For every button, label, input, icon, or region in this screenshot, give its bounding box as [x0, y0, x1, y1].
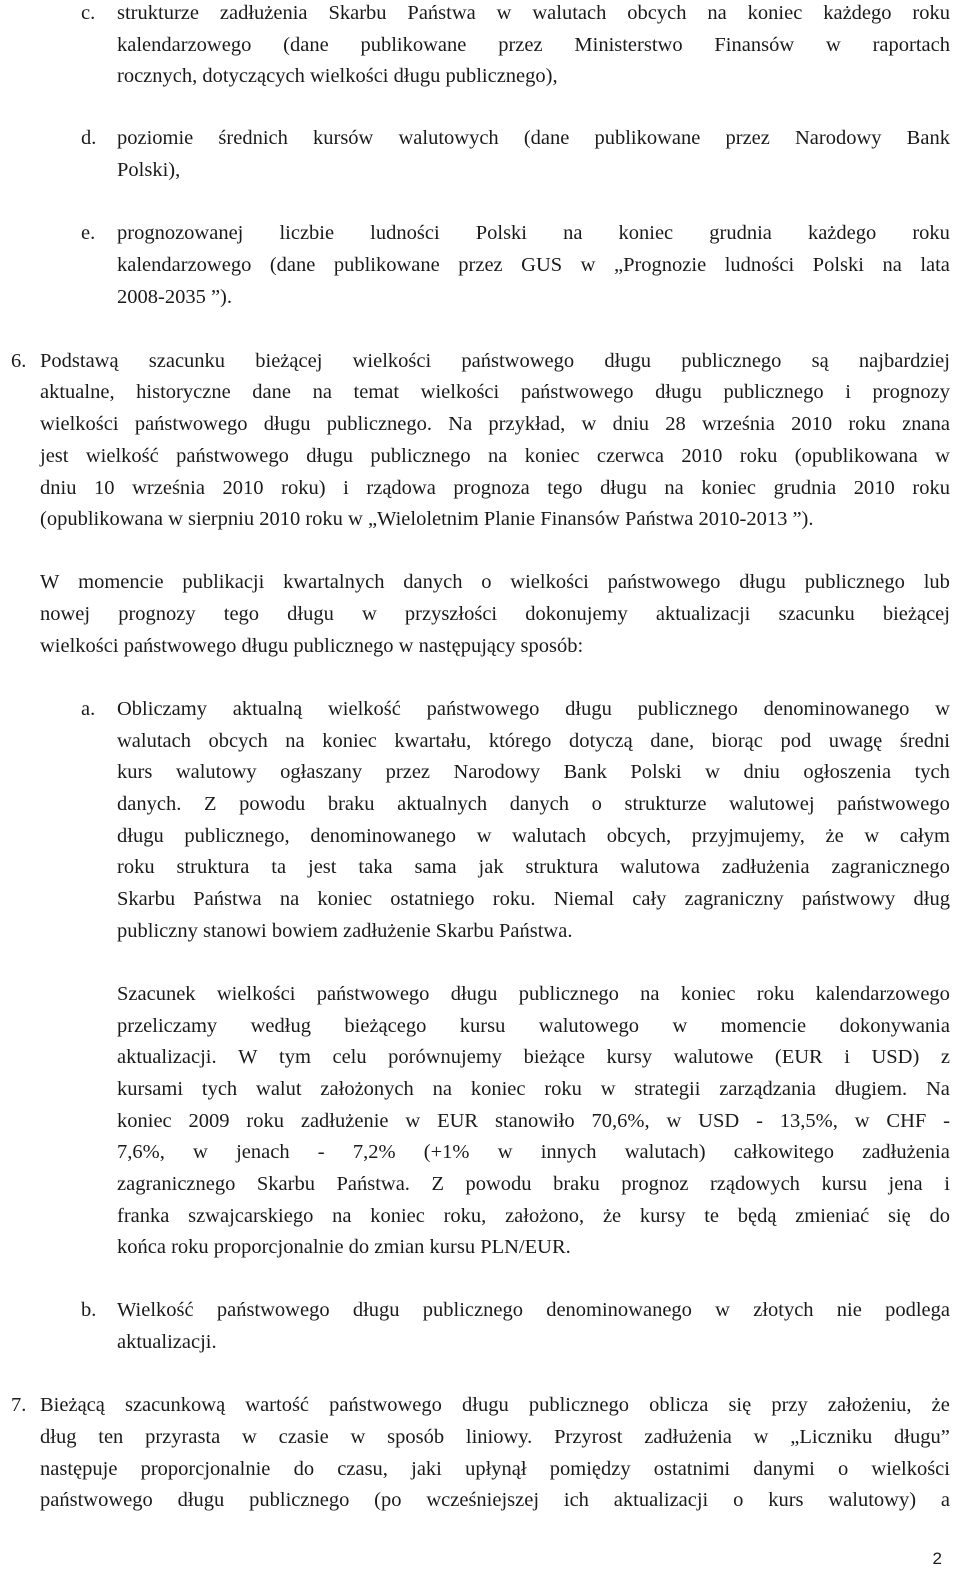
text-line: długu publicznego, denominowanego w walutach obcych, przyjmujemy, że w całym: [117, 825, 950, 847]
text-line: rocznych, dotyczących wielkości długu publicznego),: [117, 65, 558, 87]
text-line: kalendarzowego (dane publikowane przez Ministerstwo Finansów w raportach: [117, 34, 950, 56]
text-line: wielkości państwowego długu publicznego. Na przykład, w dniu 28 września 2010 roku znana: [40, 413, 950, 435]
text-line: Wielkość państwowego długu publicznego denominowanego w złotych nie podlega: [117, 1299, 950, 1321]
text-line: Polski),: [117, 159, 181, 181]
text-line: Bieżącą szacunkową wartość państwowego długu publicznego oblicza się przy założeniu, że: [40, 1394, 950, 1416]
text-line: walutach obcych na koniec kwartału, którego dotyczą dane, biorąc pod uwagę średni: [117, 730, 950, 752]
text-line: kurs walutowy ogłaszany przez Narodowy Bank Polski w dniu ogłoszenia tych: [117, 761, 950, 783]
item-number: 6.: [11, 350, 27, 372]
text-line: publiczny stanowi bowiem zadłużenie Skarbu Państwa.: [117, 920, 573, 942]
text-line: aktualne, historyczne dane na temat wielkości państwowego długu publicznego i prognozy: [40, 381, 950, 403]
text-line: nowej prognozy tego długu w przyszłości dokonujemy aktualizacji szacunku bieżącej: [40, 603, 950, 625]
page-number: 2: [932, 1549, 942, 1568]
text-line: kursami tych walut założonych na koniec roku w strategii zarządzania długiem. Na: [117, 1078, 950, 1100]
text-line: końca roku proporcjonalnie do zmian kursu PLN/EUR.: [117, 1236, 571, 1258]
text-line: roku struktura ta jest taka sama jak struktura walutowa zadłużenia zagranicznego: [117, 856, 950, 878]
text-line: aktualizacji. W tym celu porównujemy bieżące kursy walutowe (EUR i USD) z: [117, 1046, 950, 1068]
text-line: aktualizacji.: [117, 1331, 217, 1353]
text-line: Obliczamy aktualną wielkość państwowego długu publicznego denominowanego w: [117, 698, 950, 720]
text-line: koniec 2009 roku zadłużenie w EUR stanowiło 70,6%, w USD - 13,5%, w CHF -: [117, 1110, 950, 1132]
text-line: dług ten przyrasta w czasie w sposób liniowy. Przyrost zadłużenia w „Liczniku długu”: [40, 1426, 950, 1448]
text-line: kalendarzowego (dane publikowane przez GUS w „Prognozie ludności Polski na lata: [117, 254, 950, 276]
text-line: Podstawą szacunku bieżącej wielkości państwowego długu publicznego są najbardziej: [40, 350, 950, 372]
text-line: W momencie publikacji kwartalnych danych o wielkości państwowego długu publicznego lub: [40, 571, 950, 593]
text-line: zagranicznego Skarbu Państwa. Z powodu braku prognoz rządowych kursu jena i: [117, 1173, 950, 1195]
text-line: 7,6%, w jenach - 7,2% (+1% w innych walutach) całkowitego zadłużenia: [117, 1141, 950, 1163]
text-line: Skarbu Państwa na koniec ostatniego roku. Niemal cały zagraniczny państwowy dług: [117, 888, 950, 910]
text-line: poziomie średnich kursów walutowych (dane publikowane przez Narodowy Bank: [117, 127, 950, 149]
text-line: Szacunek wielkości państwowego długu publicznego na koniec roku kalendarzowego: [117, 983, 950, 1005]
text-line: następuje proporcjonalnie do czasu, jaki upłynął pomiędzy ostatnimi danymi o wielkości: [40, 1458, 950, 1480]
list-label: c.: [81, 2, 96, 24]
text-line: strukturze zadłużenia Skarbu Państwa w walutach obcych na koniec każdego roku: [117, 2, 950, 24]
text-line: wielkości państwowego długu publicznego w następujący sposób:: [40, 635, 584, 657]
list-label: b.: [81, 1299, 97, 1321]
text-line: danych. Z powodu braku aktualnych danych o strukturze walutowej państwowego: [117, 793, 950, 815]
text-line: jest wielkość państwowego długu publicznego na koniec czerwca 2010 roku (opublikowana w: [40, 445, 950, 467]
text-line: państwowego długu publicznego (po wcześniejszej ich aktualizacji o kurs walutowy) a: [40, 1489, 950, 1511]
text-line: franka szwajcarskiego na koniec roku, założono, że kursy te będą zmieniać się do: [117, 1205, 950, 1227]
list-label: e.: [81, 222, 96, 244]
text-line: prognozowanej liczbie ludności Polski na koniec grudnia każdego roku: [117, 222, 950, 244]
text-line: 2008-2035 ”).: [117, 286, 233, 308]
text-line: przeliczamy według bieżącego kursu walutowego w momencie dokonywania: [117, 1015, 950, 1037]
list-label: d.: [81, 127, 97, 149]
text-line: (opublikowana w sierpniu 2010 roku w „Wieloletnim Planie Finansów Państwa 2010-2013 ”).: [40, 508, 814, 530]
list-label: a.: [81, 698, 96, 720]
item-number: 7.: [11, 1394, 27, 1416]
text-line: dniu 10 września 2010 roku) i rządowa prognoza tego długu na koniec grudnia 2010 roku: [40, 477, 950, 499]
